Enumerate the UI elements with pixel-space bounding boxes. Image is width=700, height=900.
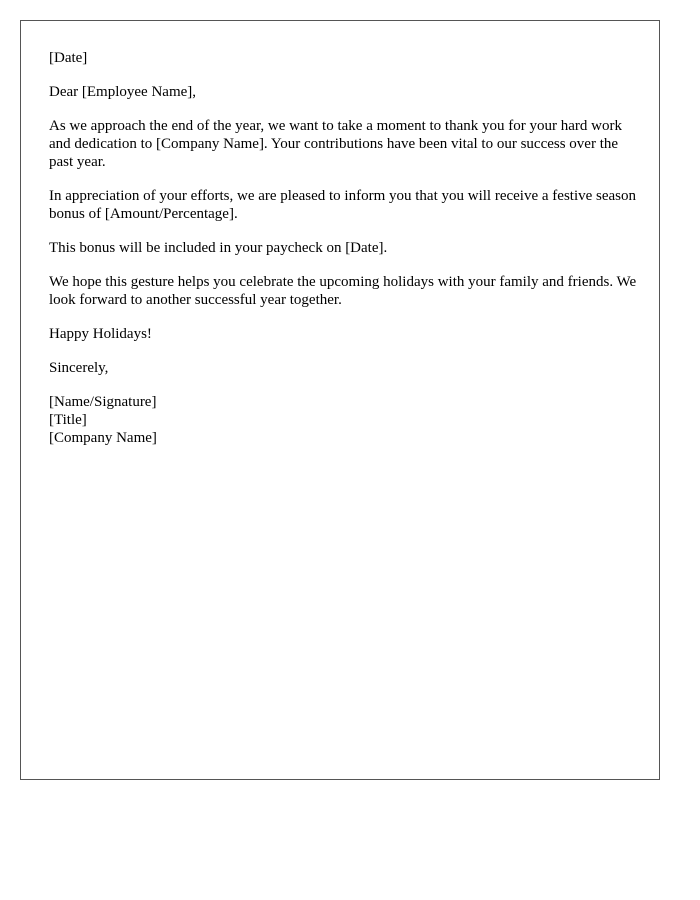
letter-closing: Sincerely, bbox=[49, 360, 109, 376]
signature-name: [Name/Signature] bbox=[49, 394, 157, 410]
letter-paragraph-1: As we approach the end of the year, we want to take a moment to thank you for your hard work and dedication to [Company Name]. Your contributions have been vital to our success over the past year. bbox=[49, 118, 622, 170]
letter-date: [Date] bbox=[49, 50, 88, 66]
letter-salutation: Dear [Employee Name], bbox=[49, 84, 197, 100]
letter-frame bbox=[20, 20, 660, 780]
signature-block bbox=[49, 393, 639, 447]
letter-body bbox=[49, 49, 639, 447]
signature-title: [Title] bbox=[49, 412, 87, 428]
letter-greeting: Happy Holidays! bbox=[49, 326, 152, 342]
letter-paragraph-3: This bonus will be included in your paycheck on [Date]. bbox=[49, 240, 388, 256]
signature-company: [Company Name] bbox=[49, 430, 157, 446]
letter-paragraph-4: We hope this gesture helps you celebrate the upcoming holidays with your family and friends. We look forward to another successful year together. bbox=[49, 274, 637, 308]
letter-paragraph-2: In appreciation of your efforts, we are pleased to inform you that you will receive a festive season bonus of [Amount/Percentage]. bbox=[49, 188, 637, 222]
